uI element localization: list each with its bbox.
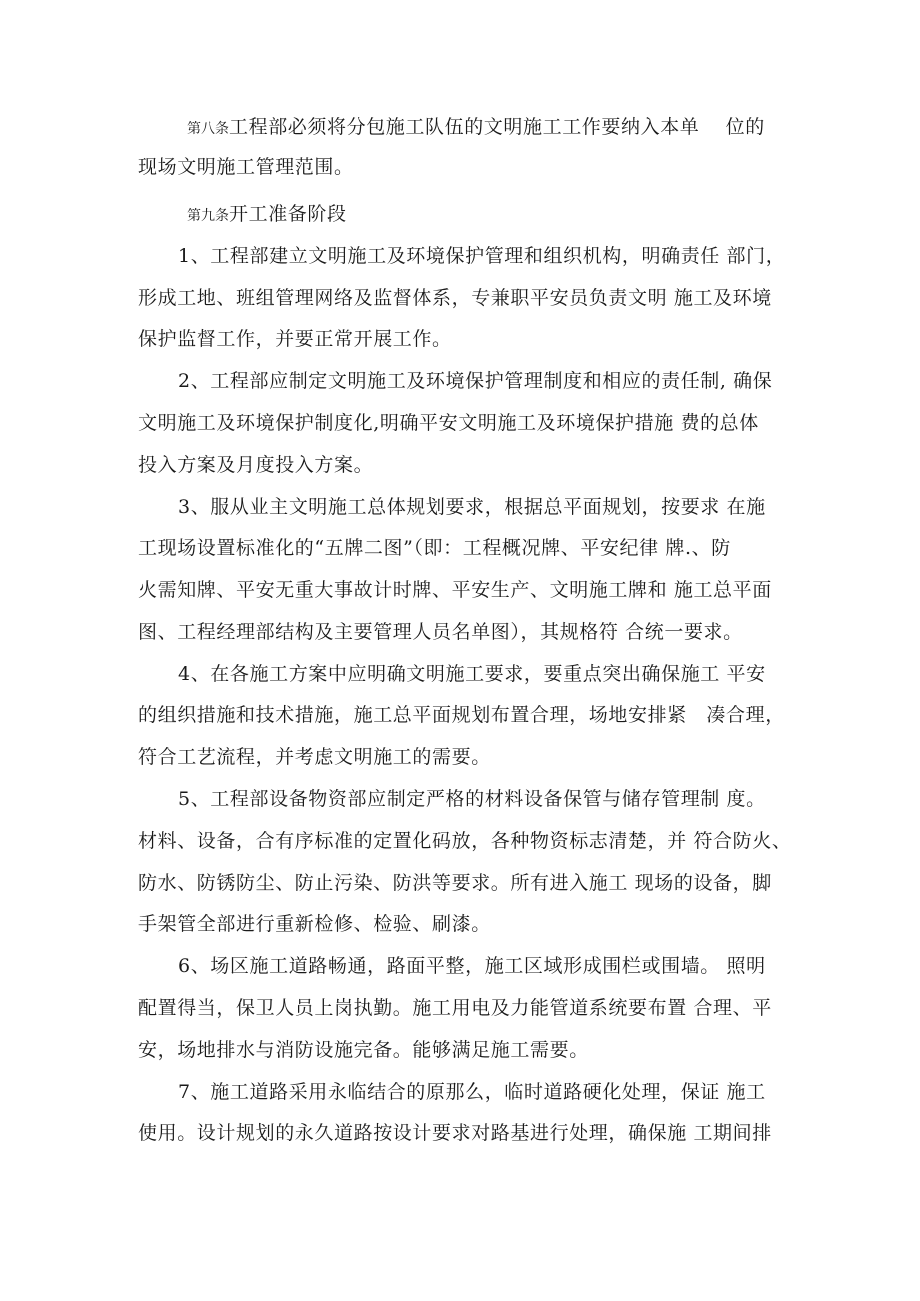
- article-label: 第九条: [187, 208, 229, 224]
- item-6-line-1: 6、场区施工道路畅通，路面平整，施工区域形成围栏或围墙。 照明: [178, 955, 766, 977]
- item-5-line-1: 5、工程部设备物资部应制定严格的材料设备保管与储存管理制 度。: [178, 788, 766, 810]
- item-4-line-3: 符合工艺流程，并考虑文明施工的需要。: [138, 746, 491, 768]
- item-4-line-2: 的组织措施和技术措施，施工总平面规划布置合理，场地安排紧 凑合理，: [138, 704, 785, 726]
- item-3-line-2: 工现场设置标准化的“五牌二图”（即：工程概况牌、平安纪律 牌.、防: [138, 537, 731, 559]
- item-5-line-2: 材料、设备，合有序标准的定置化码放，各种物资标志清楚，并 符合防火、: [138, 830, 792, 852]
- item-7-line-2: 使用。设计规划的永久道路按设计要求对路基进行处理，确保施 工期间排: [138, 1122, 772, 1144]
- item-7-line-1: 7、施工道路采用永临结合的原那么，临时道路硬化处理，保证 施工: [178, 1081, 766, 1103]
- text-line: 工程部必须将分包施工队伍的文明施工工作要纳入本单 位的: [229, 116, 765, 138]
- paragraph-8-line-2: 现场文明施工管理范围。: [138, 156, 354, 178]
- item-2-line-1: 2、工程部应制定文明施工及环境保护管理制度和相应的责任制, 确保: [178, 370, 773, 392]
- item-2-line-3: 投入方案及月度投入方案。: [138, 454, 374, 476]
- paragraph-9-line-1: [187, 202, 347, 228]
- item-2-line-2: 文明施工及环境保护制度化,明确平安文明施工及环境保护措施 费的总体: [138, 412, 759, 434]
- item-6-line-3: 安，场地排水与消防设施完备。能够满足施工需要。: [138, 1039, 589, 1061]
- article-label: 第八条: [187, 121, 229, 137]
- paragraph-8-line-1: [187, 115, 765, 141]
- item-6-line-2: 配置得当，保卫人员上岗执勤。施工用电及力能管道系统要布置 合理、平: [138, 997, 772, 1019]
- text-line: 开工准备阶段: [229, 203, 347, 225]
- item-3-line-4: 图、工程经理部结构及主要管理人员名单图），其规格符 合统一要求。: [138, 621, 743, 643]
- item-1-line-1: 1、工程部建立文明施工及环境保护管理和组织机构，明确责任 部门，: [178, 245, 786, 267]
- item-5-line-4: 手架管全部进行重新检修、检验、刷漆。: [138, 913, 491, 935]
- item-3-line-3: 火需知牌、平安无重大事故计时牌、平安生产、文明施工牌和 施工总平面: [138, 579, 772, 601]
- item-3-line-1: 3、服从业主文明施工总体规划要求，根据总平面规划，按要求 在施: [178, 496, 766, 518]
- item-1-line-2: 形成工地、班组管理网络及监督体系，专兼职平安员负责文明 施工及环境: [138, 287, 772, 309]
- item-1-line-3: 保护监督工作，并要正常开展工作。: [138, 328, 452, 350]
- item-5-line-3: 防水、防锈防尘、防止污染、防洪等要求。所有进入施工 现场的设备，脚: [138, 872, 772, 894]
- item-4-line-1: 4、在各施工方案中应明确文明施工要求，要重点突出确保施工 平安: [178, 663, 766, 685]
